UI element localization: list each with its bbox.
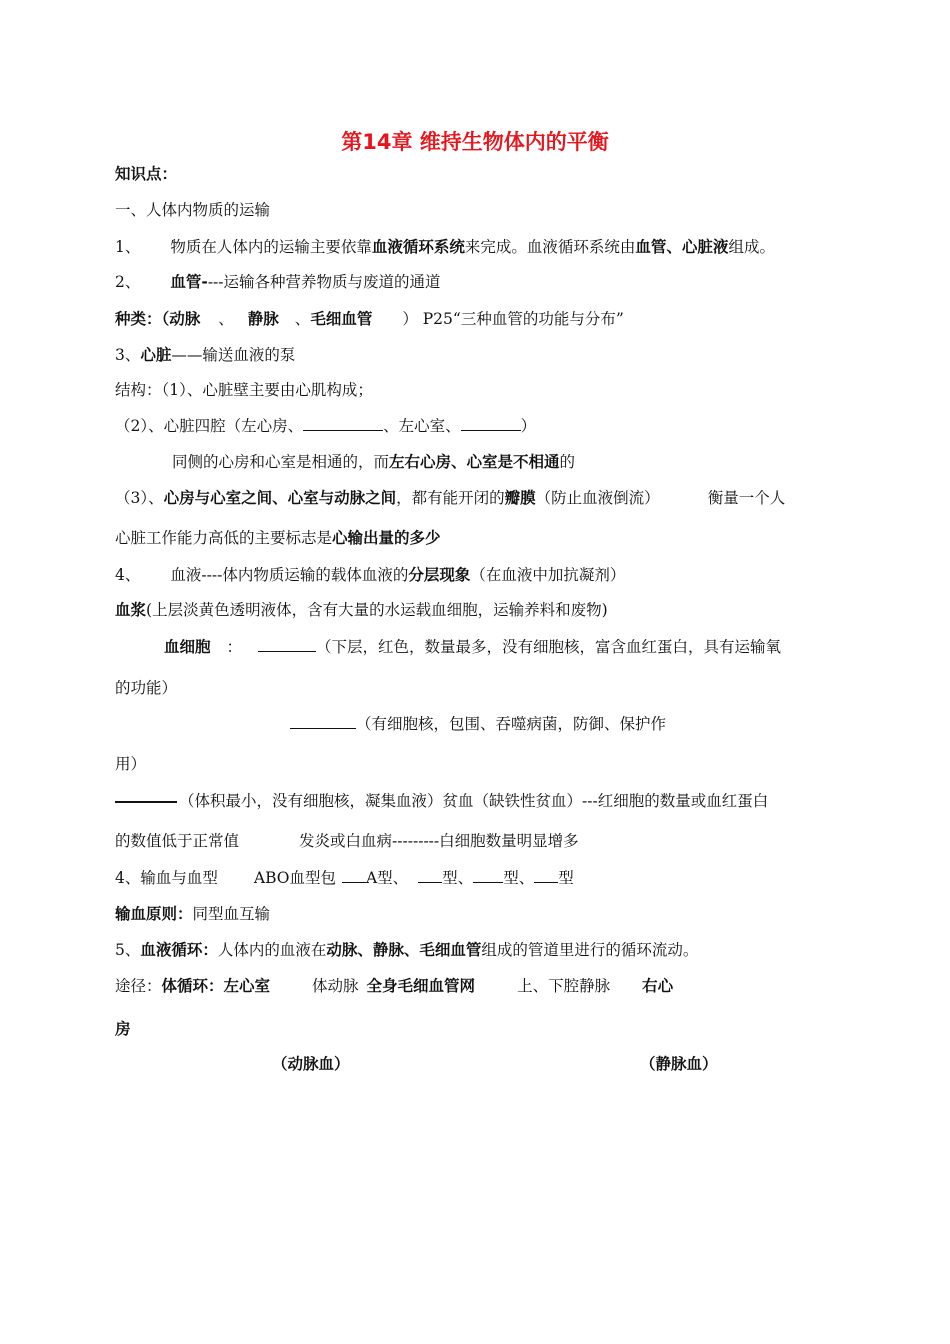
bold-term: 血液循环： bbox=[140, 941, 218, 959]
platelets-cont bbox=[115, 831, 579, 851]
text: 组成。 bbox=[728, 238, 775, 256]
circulation-route-cont: 房 bbox=[115, 1020, 131, 1038]
blank-field bbox=[473, 868, 503, 883]
paragraph-3 bbox=[115, 345, 295, 365]
text: （2）、心脏四腔（左心房、 bbox=[115, 417, 304, 435]
text: A型、 bbox=[365, 869, 409, 887]
paragraph-5 bbox=[115, 940, 698, 960]
text: 血液----体内物质运输的载体血液的 bbox=[170, 566, 409, 584]
text: 的数值低于正常值 bbox=[115, 832, 240, 850]
text: （防止血液倒流） bbox=[535, 489, 660, 507]
item-number: 4、 bbox=[115, 566, 141, 584]
text: 、左心室、 bbox=[383, 417, 461, 435]
white-cells bbox=[290, 714, 666, 734]
paragraph-4 bbox=[115, 565, 625, 585]
text: 发炎或白血病---------白细胞数量明显增多 bbox=[299, 832, 579, 850]
bold-term: 瓣膜 bbox=[504, 489, 536, 507]
arterial-blood-label: （动脉血） bbox=[272, 1055, 350, 1073]
platelets bbox=[115, 791, 768, 811]
circulation-route bbox=[115, 976, 673, 996]
bold-term: 种类：（动脉 bbox=[115, 310, 201, 328]
text: 来完成。血液循环系统由 bbox=[464, 238, 636, 256]
blood-types bbox=[115, 868, 574, 888]
structure-1: 结构：（1）、心脏壁主要由心肌构成； bbox=[115, 381, 373, 399]
blood-cells bbox=[164, 637, 781, 657]
bold-term: 心脏 bbox=[140, 346, 172, 364]
bold-term: 静脉 bbox=[247, 310, 279, 328]
item-number: 3、 bbox=[115, 346, 141, 364]
text: (上层淡黄色透明液体，含有大量的水运载血细胞，运输养料和废物) bbox=[146, 601, 608, 619]
text: 人体内的血液在 bbox=[217, 941, 327, 959]
bold-term: 左右心房、心室是不相通 bbox=[389, 453, 560, 471]
plasma bbox=[115, 600, 608, 620]
item-number: 5、 bbox=[115, 941, 141, 959]
text: ABO血型包 bbox=[253, 869, 336, 887]
text: 型 bbox=[558, 869, 574, 887]
blank-field bbox=[534, 868, 558, 883]
blank-field bbox=[461, 416, 521, 431]
bold-term: 血细胞 bbox=[164, 638, 211, 656]
text: ： bbox=[226, 638, 243, 656]
blood-cells-cont: 的功能） bbox=[115, 679, 178, 697]
text: 同侧的心房和心室是相通的，而 bbox=[172, 453, 390, 471]
structure-2 bbox=[115, 416, 536, 436]
bold-term: 毛细血管 bbox=[310, 310, 373, 328]
text: 上、下腔静脉 bbox=[517, 977, 611, 995]
text: 心脏工作能力高低的主要标志是 bbox=[115, 529, 333, 547]
blank-field bbox=[342, 868, 366, 883]
knowledge-label: 知识点： bbox=[115, 165, 178, 183]
item-number: 1、 bbox=[115, 238, 141, 256]
text: 同型血互输 bbox=[192, 905, 271, 923]
paragraph-1 bbox=[115, 237, 775, 257]
text: 型、 bbox=[442, 869, 474, 887]
paragraph-2 bbox=[115, 272, 441, 292]
text: （有细胞核，包围、吞噬病菌，防御、保护作 bbox=[356, 715, 667, 733]
bold-term: 分层现象 bbox=[408, 566, 471, 584]
blank-dash bbox=[115, 801, 177, 803]
bold-term: 右心 bbox=[642, 977, 674, 995]
text: （3）、 bbox=[115, 489, 164, 507]
text: 、 bbox=[294, 310, 311, 328]
text: 型、 bbox=[503, 869, 535, 887]
text: 物质在人体内的运输主要依靠 bbox=[170, 238, 372, 256]
bold-term: 全身毛细血管网 bbox=[366, 977, 476, 995]
text: （体积最小，没有细胞核，凝集血液）贫血（缺铁性贫血）---红细胞的数量或血红蛋白 bbox=[179, 792, 769, 810]
text: ---运输各种营养物质与废道的通道 bbox=[207, 273, 441, 291]
text: 途径： bbox=[115, 977, 162, 995]
bold-term: 血管、心脏液 bbox=[635, 238, 729, 256]
bold-term: 血液循环系统 bbox=[371, 238, 465, 256]
blank-field bbox=[303, 416, 383, 431]
bold-term: 心输出量的多少 bbox=[332, 529, 441, 547]
text: 组成的管道里进行的循环流动。 bbox=[481, 941, 699, 959]
bold-term: 心房与心室之间、心室与动脉之间 bbox=[163, 489, 397, 507]
text: 4、输血与血型 bbox=[115, 869, 218, 887]
bold-term: 体循环：左心室 bbox=[161, 977, 271, 995]
white-cells-cont: 用） bbox=[115, 755, 147, 773]
structure-2b bbox=[172, 452, 575, 472]
item-number: 2、 bbox=[115, 273, 141, 291]
venous-blood-label: （静脉血） bbox=[640, 1055, 718, 1073]
structure-3 bbox=[115, 488, 785, 508]
text: 的 bbox=[559, 453, 576, 471]
text: ——输送血液的泵 bbox=[171, 346, 296, 364]
text: ） bbox=[520, 417, 537, 435]
blank-field bbox=[418, 868, 442, 883]
text: 、 bbox=[218, 310, 234, 328]
document-title: 第14章 维持生物体内的平衡 bbox=[341, 130, 609, 154]
text: 衡量一个人 bbox=[707, 489, 786, 507]
text: （在血液中加抗凝剂） bbox=[470, 566, 626, 584]
structure-3b bbox=[115, 528, 441, 548]
text: （下层，红色，数量最多，没有细胞核，富含血红蛋白，具有运输氧 bbox=[316, 638, 782, 656]
vessel-types bbox=[115, 309, 624, 329]
text: 体动脉 bbox=[312, 977, 359, 995]
bold-term: 输血原则： bbox=[115, 905, 193, 923]
section-heading: 一、人体内物质的运输 bbox=[115, 201, 271, 219]
bold-term: 动脉、静脉、毛细血管 bbox=[326, 941, 482, 959]
text: ，都有能开闭的 bbox=[396, 489, 505, 507]
blank-field bbox=[258, 637, 316, 652]
transfusion-principle bbox=[115, 904, 270, 924]
bold-term: 血浆 bbox=[115, 601, 147, 619]
bold-term: 血管- bbox=[170, 273, 208, 291]
blank-field bbox=[290, 714, 356, 729]
text: ） P25“三种血管的功能与分布” bbox=[402, 310, 624, 328]
